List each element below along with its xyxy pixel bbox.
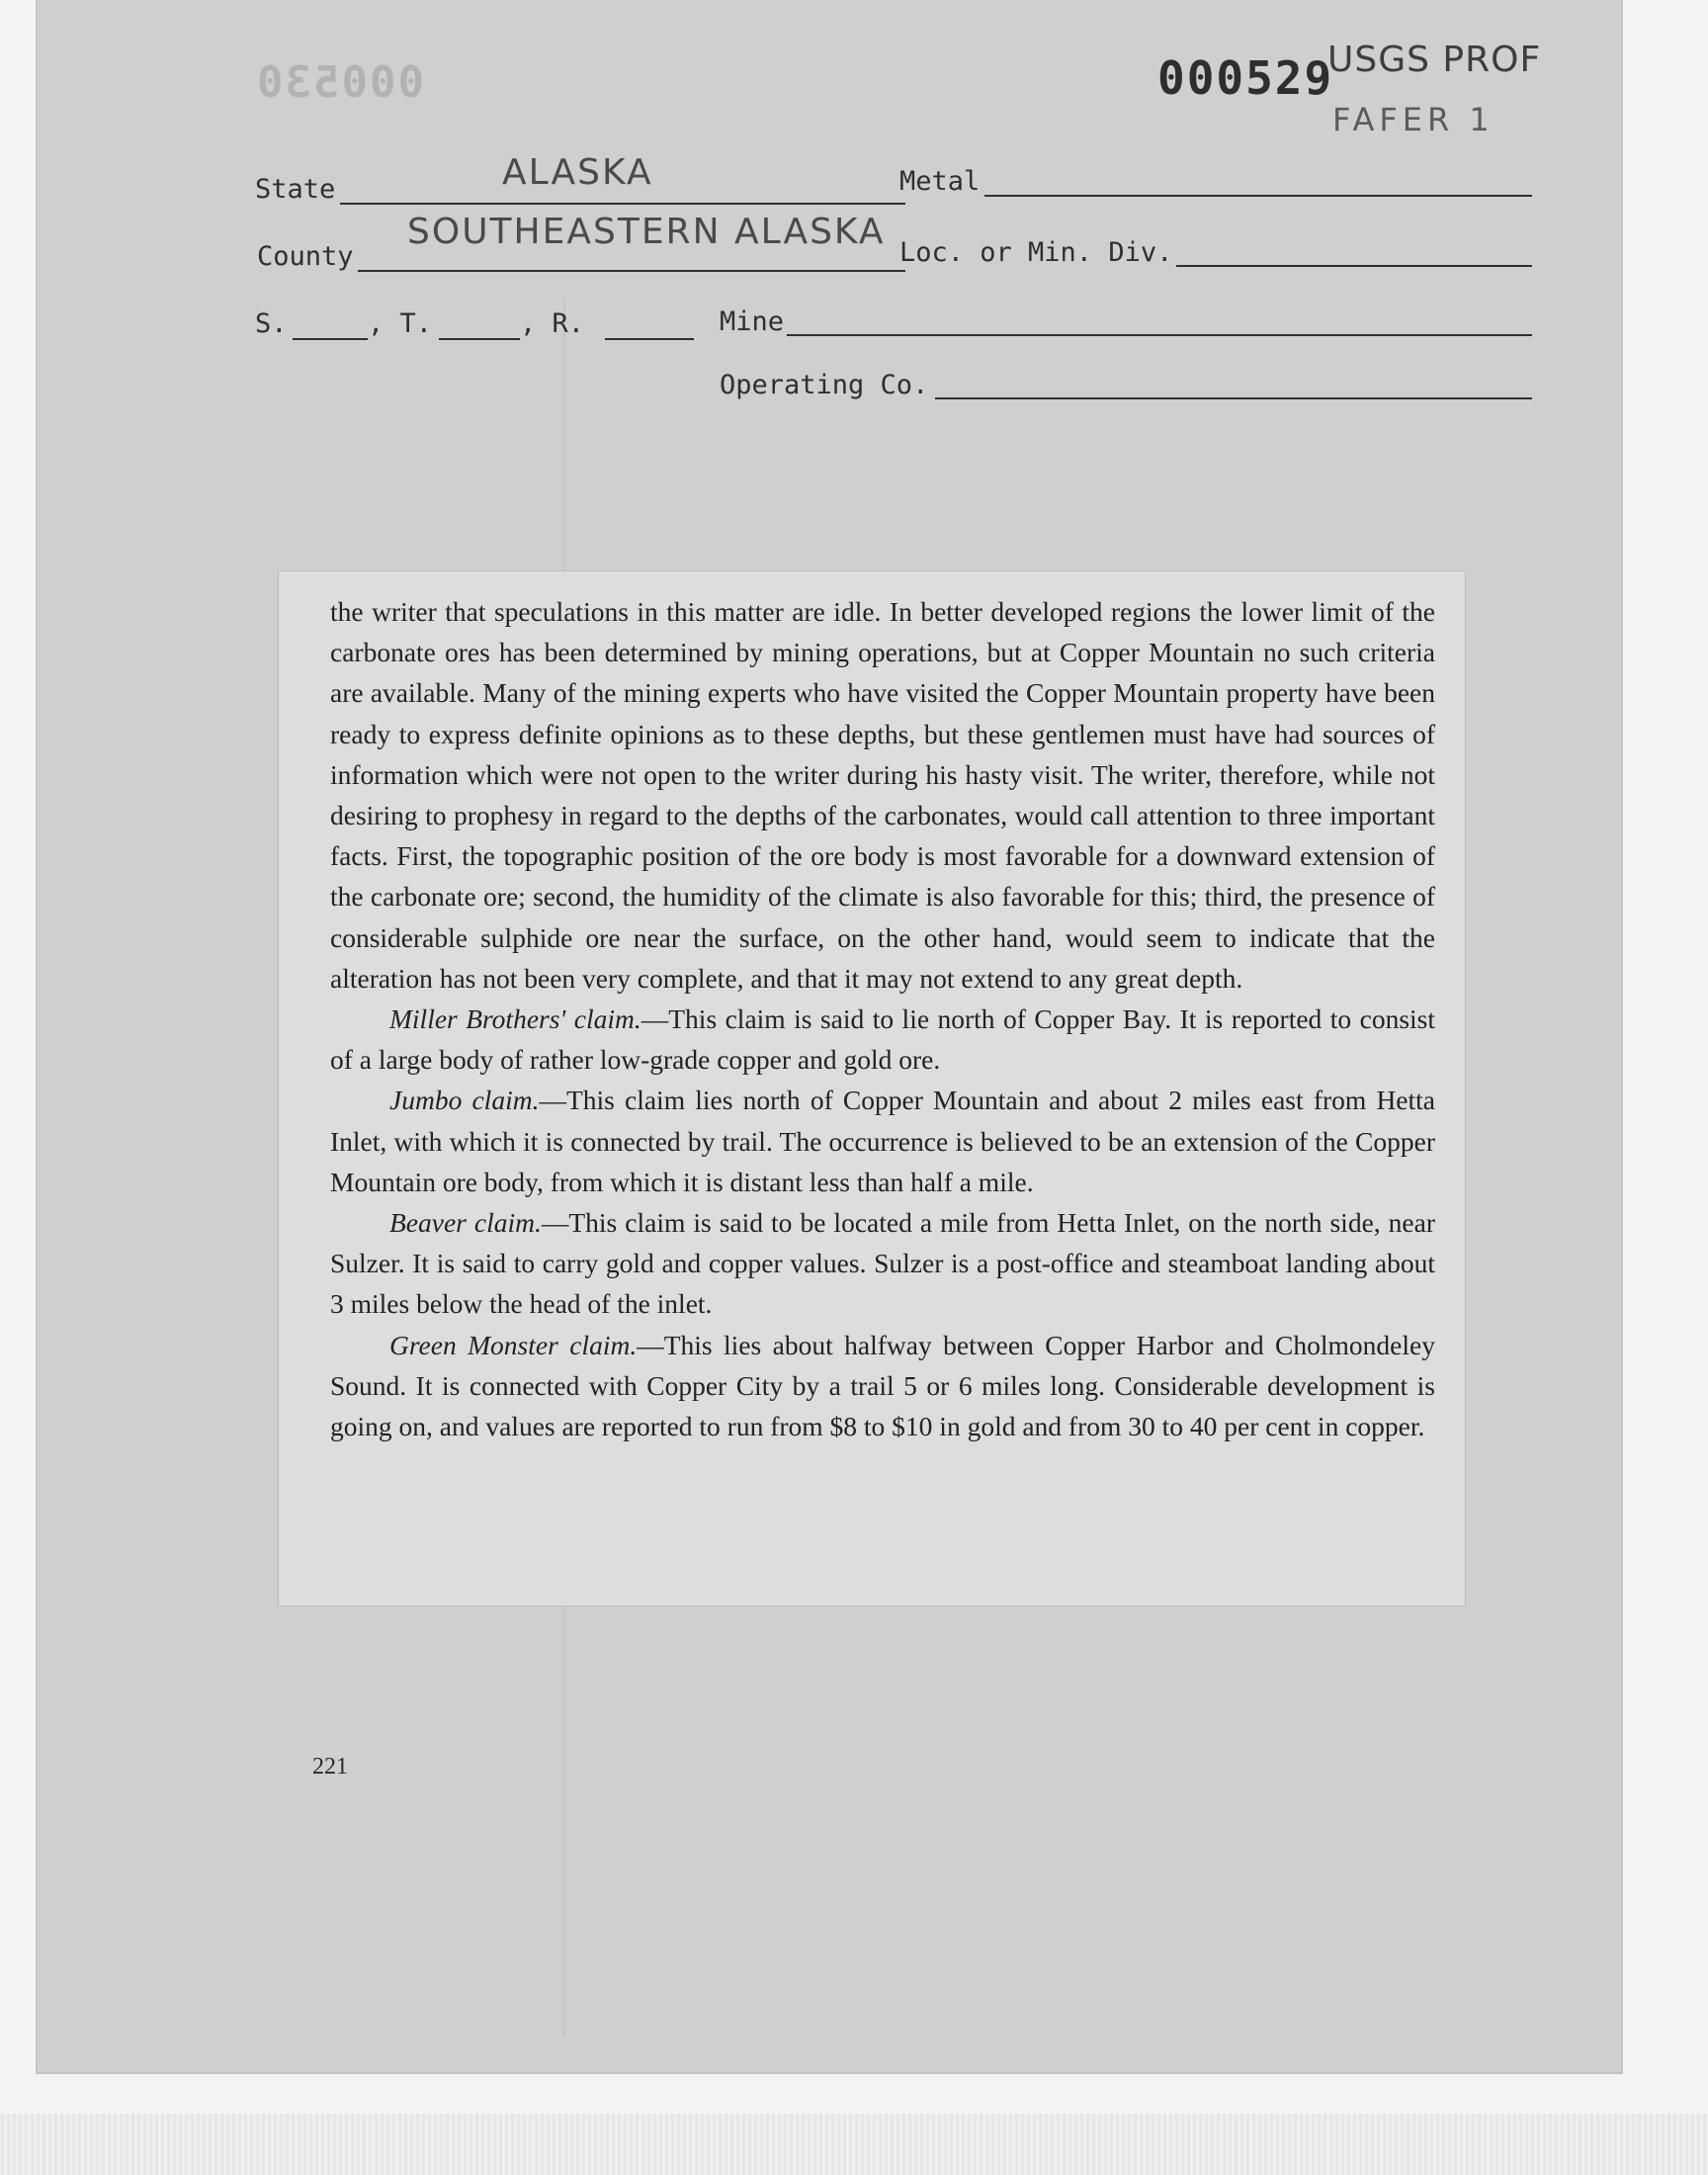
section-label: S. (255, 308, 288, 339)
range-label: , R. (520, 308, 585, 339)
claim-paragraph-jumbo (330, 1080, 1435, 1202)
claim-paragraph-beaver (330, 1202, 1435, 1325)
county-line (358, 270, 905, 272)
loc-line (1176, 265, 1532, 267)
claim-text: —This lies about halfway between Copper Harbor and Cholmondeley Sound. It is connected with Copper City by a trail 5 or 6 miles long. Considerable development is going on, and values are reported to run from $8 to $10 in gold and from 30 to 40 per cent in copper. (330, 1329, 1435, 1442)
state-label: State (255, 174, 336, 205)
stamp-number: 000529 (1157, 51, 1334, 105)
claim-name: Miller Brothers' claim. (389, 1003, 641, 1035)
mine-line (787, 334, 1532, 336)
pasted-report-clipping (279, 571, 1465, 1606)
county-label: County (257, 241, 354, 272)
state-line (340, 203, 905, 205)
claim-name: Green Monster claim. (389, 1329, 638, 1360)
claim-text: —This claim is said to lie north of Copper Bay. It is reported to consist of a large body of rather low-grade copper and gold ore. (330, 1003, 1436, 1076)
claim-name: Jumbo claim. (389, 1085, 540, 1116)
section-line (293, 338, 368, 340)
range-line (605, 338, 694, 340)
claim-paragraph-green-monster (330, 1325, 1435, 1447)
loc-label: Loc. or Min. Div. (899, 237, 1173, 268)
series-stamp-line2: FAFER 1 (1332, 101, 1494, 138)
mine-label: Mine (720, 306, 785, 337)
operating-co-line (935, 397, 1532, 399)
intro-paragraph: the writer that speculations in this matter are idle. In better developed regions the lower limit of the carbonate ores has been determined by mining operations, but at Copper Mountain no such criteria are available. Many of the mining experts who have visited the Copper Mountain property have been ready to express definite opinions as to these depths, but these gentlemen must have had sources of information which were not open to the writer during his hasty visit. The writer, therefore, while not desiring to prophesy in regard to the depths of the carbonates, would call attention to three important facts. First, the topographic position of the ore body is most favorable for a downward extension of the carbonate ore; second, the humidity of the climate is also favorable for this; third, the presence of considerable sulphide ore near the surface, on the other hand, would seem to indicate that the alteration has not been very complete, and that it may not extend to any great depth. (330, 596, 1435, 994)
county-value: SOUTHEASTERN ALASKA (407, 212, 886, 252)
township-line (439, 338, 520, 340)
metal-line (984, 195, 1532, 197)
ghost-stamp-number: 000530 (255, 57, 424, 108)
document-sheet (38, 0, 1621, 2072)
claim-text: —This claim lies north of Copper Mountain and about 2 miles east from Hetta Inlet, with which it is connected by trail. The occurrence is believed to be an extension of the Copper Mountain ore body, from which it is distant less than half a mile. (330, 1085, 1435, 1197)
claim-text: —This claim is said to be located a mile from Hetta Inlet, on the north side, near Sulzer. It is said to carry gold and copper values. Sulzer is a post-office and steamboat landing about 3 miles below the head of the inlet. (330, 1207, 1435, 1320)
state-value: ALASKA (502, 152, 653, 193)
claim-paragraph-miller (330, 999, 1435, 1080)
page-number: 221 (312, 1754, 348, 1780)
operating-co-label: Operating Co. (720, 370, 929, 400)
metal-label: Metal (899, 166, 981, 197)
township-label: , T. (368, 308, 433, 339)
claim-name: Beaver claim. (389, 1207, 542, 1239)
clipping-text (330, 591, 1435, 1446)
scan-bottom-strip (0, 2114, 1708, 2175)
series-stamp-line1: USGS PROF (1327, 40, 1542, 80)
